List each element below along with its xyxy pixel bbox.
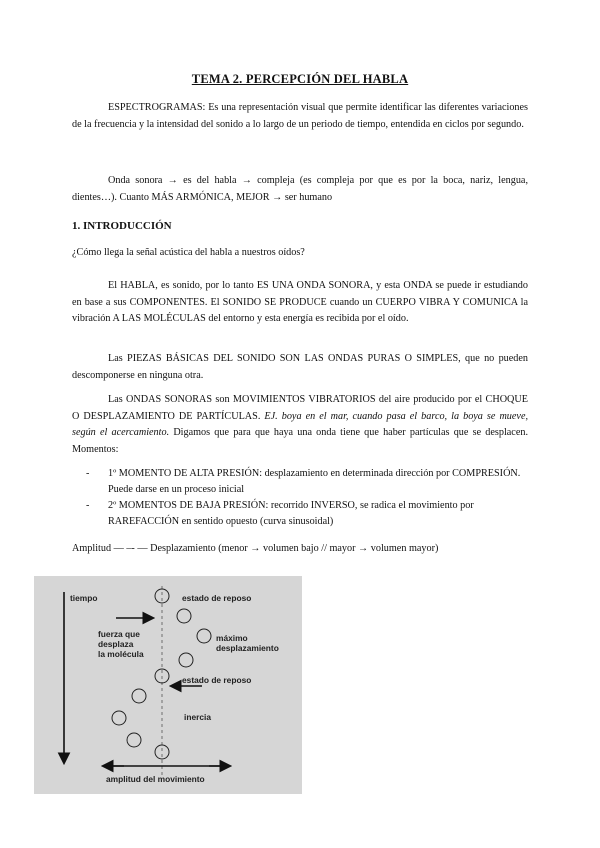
paragraph-piezas-basicas: Las PIEZAS BÁSICAS DEL SONIDO SON LAS ONDAS PURAS O SIMPLES, que no pueden descomponerse en ninguna otra. [72,353,528,381]
paragraph-ondas-sonoras [72,392,528,458]
label-fuerza: fuerza que desplaza la molécula [98,629,144,659]
label-tiempo: tiempo [70,593,98,603]
molecule-circles [112,589,211,759]
molecule-displacement-figure [34,576,302,794]
molecule-circle [127,733,141,747]
paragraph-espectrogramas: ESPECTROGRAMAS: Es una representación visual que permite identificar las diferentes variaciones de la frecuencia y la intensidad del sonido a lo largo de un periodo de tiempo, entendida en ciclos por segundo. [72,102,528,130]
molecule-circle [132,689,146,703]
momentos-text: Digamos que para que haya una onda tiene que haber partículas que se desplacen. Momentos: [72,427,528,455]
molecule-circle [177,609,191,623]
molecule-circle [179,653,193,667]
label-amplitud: amplitud del movimiento [106,774,205,784]
amplitud-line: Amplitud — –- — Desplazamiento (menor → volumen bajo // mayor → volumen mayor) [72,543,439,554]
bullet-dash: - [86,468,90,479]
molecule-circle [197,629,211,643]
label-reposo-2: estado de reposo [182,675,252,685]
question-text: ¿Cómo llega la señal acústica del habla a nuestros oídos? [72,247,305,258]
molecule-circle [112,711,126,725]
ondas-text: Las ONDAS SONORAS son MOVIMIENTOS VIBRATORIOS del aire producido por el CHOQUE O DESPLAZAMIENTO DE PARTÍCULAS. [72,394,528,422]
label-inercia: inercia [184,712,212,722]
label-maximo: máximo desplazamiento [216,633,279,653]
bullet-text: 2º MOMENTOS DE BAJA PRESIÓN: recorrido INVERSO, se radica el movimiento por RAREFACCIÓN en sentido opuesto (curva sinusoidal) [108,500,474,527]
label-reposo-1: estado de reposo [182,593,252,603]
page-title: TEMA 2. PERCEPCIÓN DEL HABLA [191,72,409,86]
paragraph-habla: El HABLA, es sonido, por lo tanto ES UNA ONDA SONORA, y esta ONDA se puede ir estudiando en base a sus COMPONENTES. El SONIDO SE PRODUCE cuando un CUERPO VIBRA Y COMUNICA la vibración A LAS MOLÉCULAS del entorno y esta energía es recibida por el oído. [72,280,528,324]
paragraph-onda-sonora: Onda sonora → es del habla → compleja (es compleja por que es por la boca, nariz, lengua, dientes…). Cuanto MÁS ARMÓNICA, MEJOR → ser humano [72,175,528,203]
figure-graphic [34,576,302,794]
bullet-text: 1º MOMENTO DE ALTA PRESIÓN: desplazamiento en determinada dirección por COMPRESIÓN. Puede darse en un proceso inicial [108,468,521,495]
bullet-dash: - [86,500,90,511]
example-text: EJ. boya en el mar, cuando pasa el barco, la boya se mueve, según el acercamiento. [72,410,529,438]
section-heading-introduccion: 1. INTRODUCCIÓN [72,220,172,232]
